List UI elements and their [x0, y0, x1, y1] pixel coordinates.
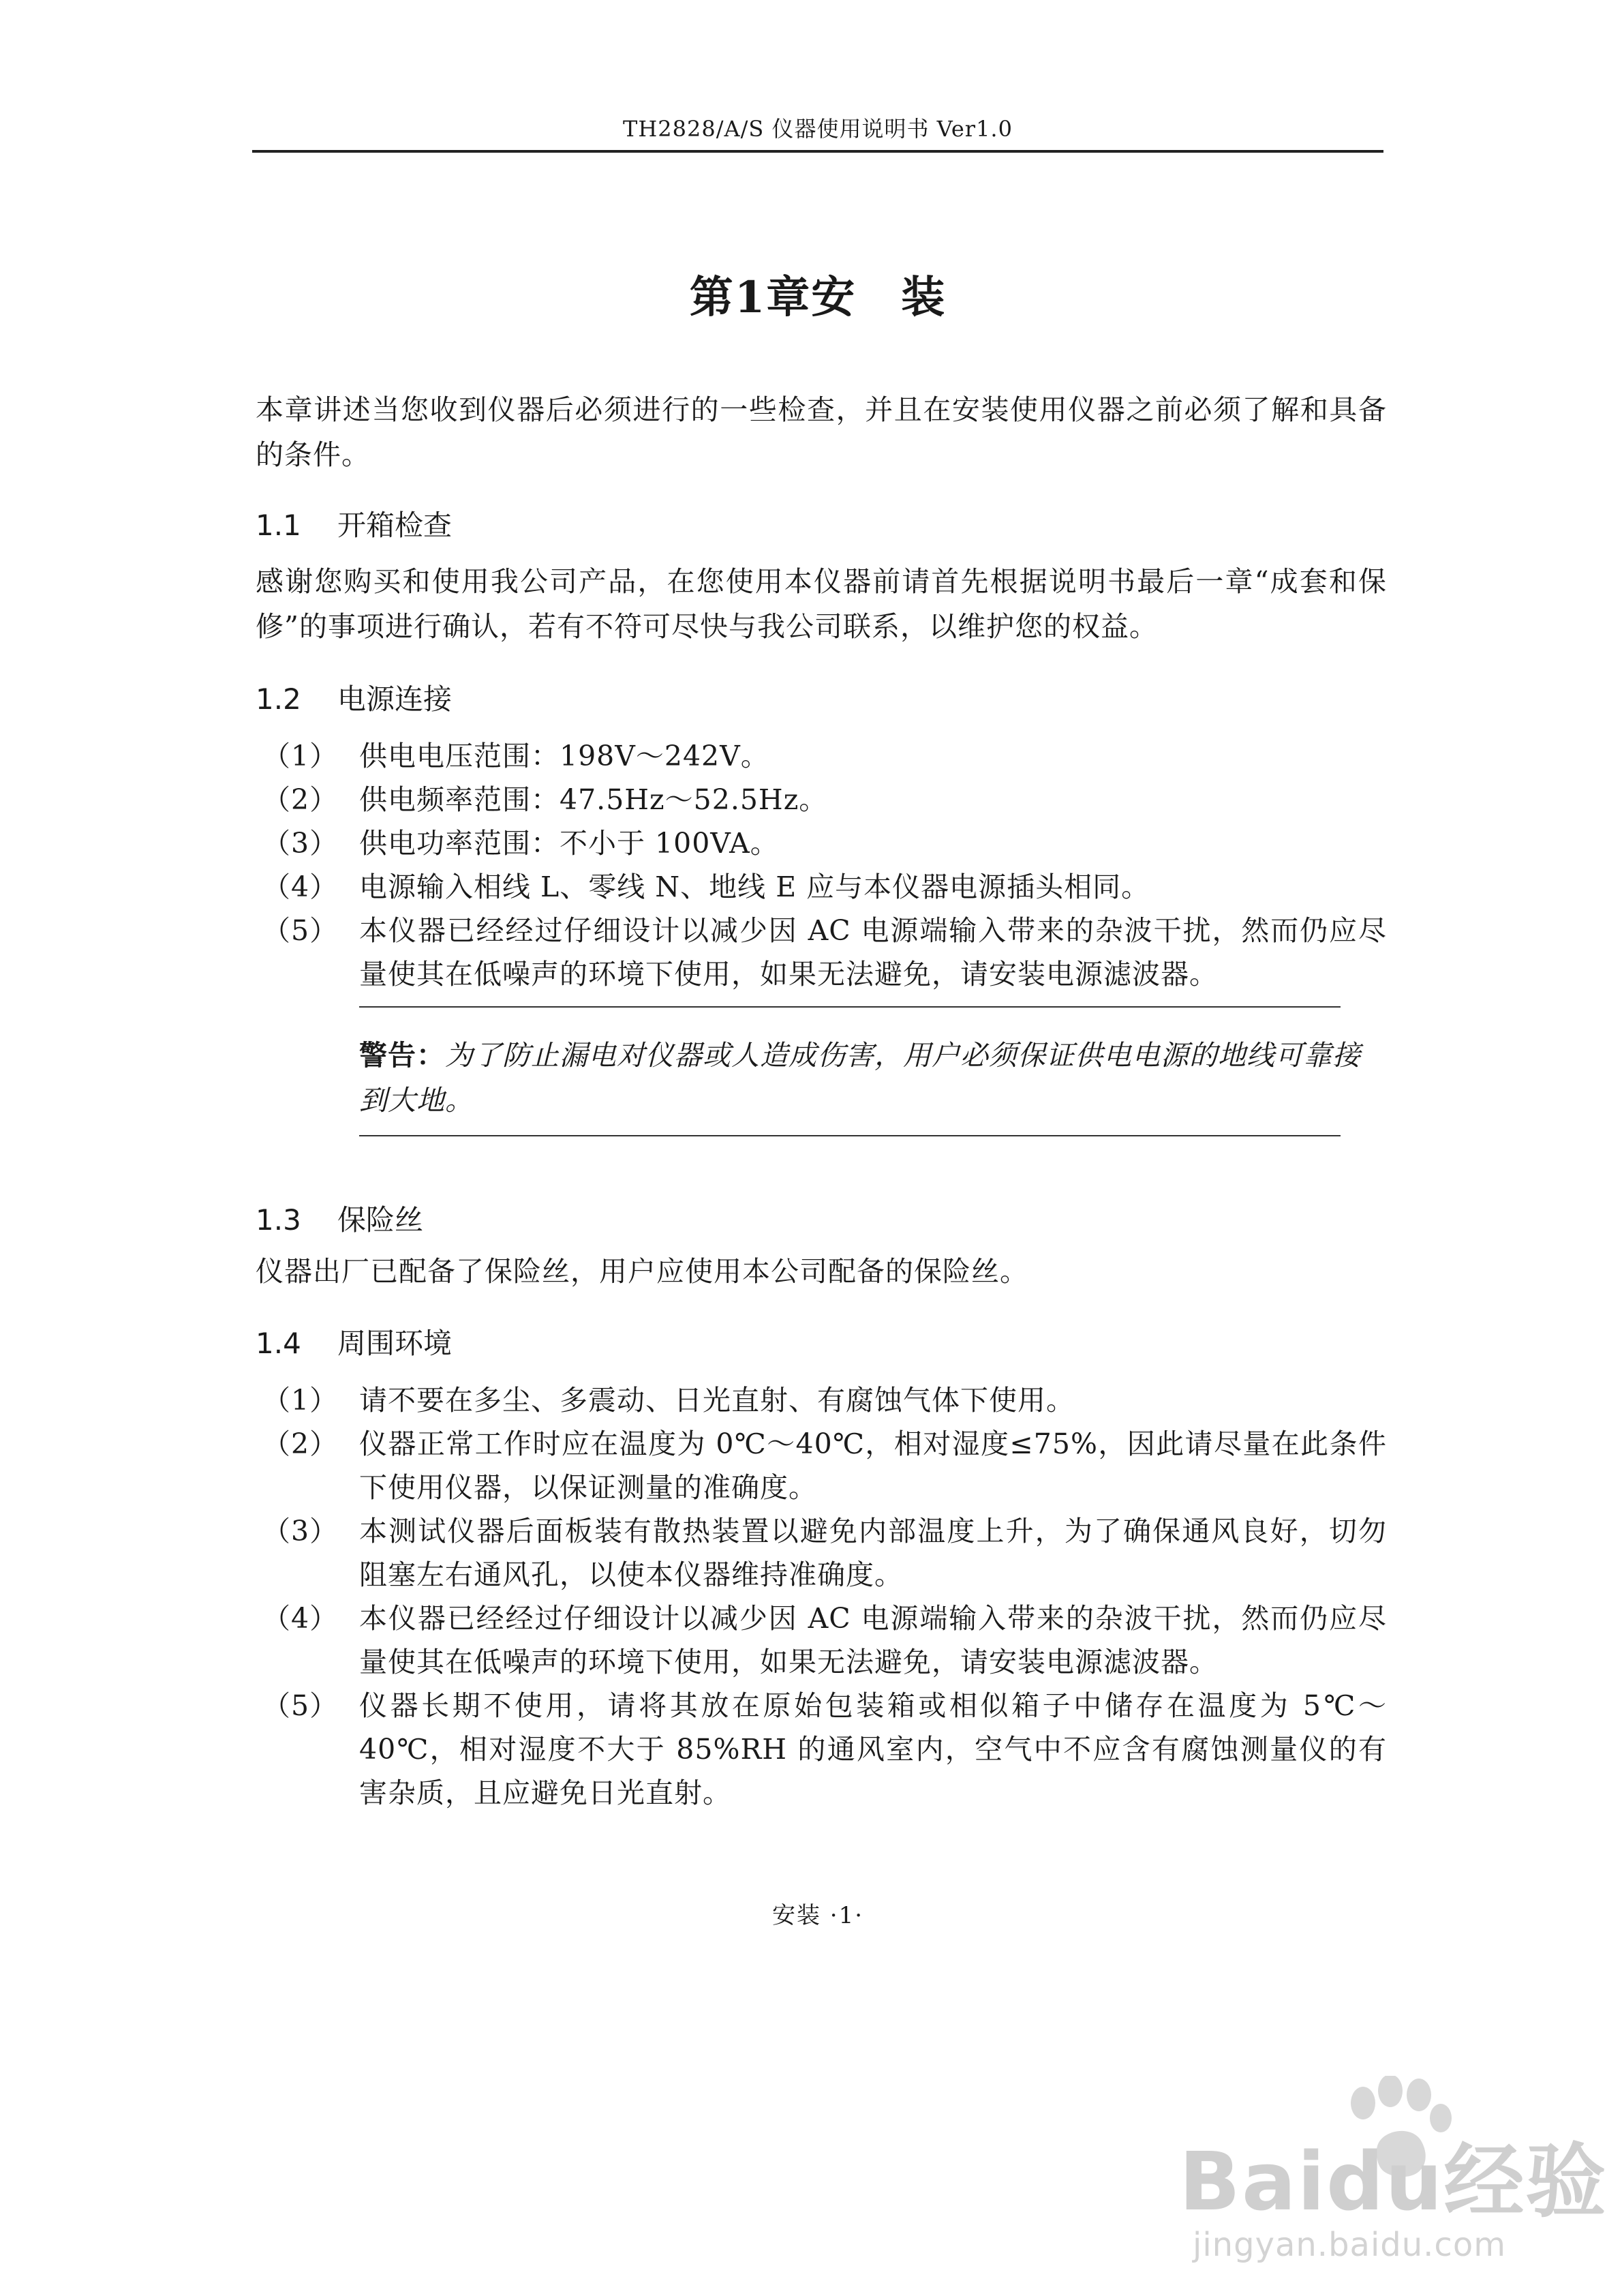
section-number: 1.3: [256, 1203, 301, 1237]
section-1-3-body: 仪器出厂已配备了保险丝，用户应使用本公司配备的保险丝。: [256, 1255, 1028, 1288]
chapter-title: 第1章安 装: [689, 272, 947, 323]
running-header: TH2828/A/S 仪器使用说明书 Ver1.0: [623, 116, 1013, 142]
list-text: 仪器正常工作时应在温度为 0℃～40℃，相对湿度≤75%，因此请尽量在此条件下使用仪器，以保证测量的准确度。: [359, 1428, 1387, 1504]
list-text: 电源输入相线 L、零线 N、地线 E 应与本仪器电源插头相同。: [359, 871, 1150, 903]
list-marker: （1）: [262, 1384, 339, 1417]
list-text: 请不要在多尘、多震动、日光直射、有腐蚀气体下使用。: [359, 1384, 1075, 1417]
list-marker: （5）: [262, 1689, 339, 1722]
section-title: 保险丝: [337, 1203, 424, 1237]
section-heading-1-3: [256, 1198, 423, 1239]
warning-label: 警告：: [359, 1039, 445, 1072]
warning-text: 为了防止漏电对仪器或人造成伤害，用户必须保证供电电源的地线可靠接到大地。: [359, 1039, 1361, 1117]
list-text: 本仪器已经经过仔细设计以减少因 AC 电源端输入带来的杂波干扰，然而仍应尽量使其在低噪声的环境下使用，如果无法避免，请安装电源滤波器。: [359, 1602, 1387, 1678]
watermark-brand: Baidu经验: [1179, 2134, 1608, 2229]
section-number: 1.4: [256, 1327, 301, 1360]
section-1-1-body: 感谢您购买和使用我公司产品，在您使用本仪器前请首先根据说明书最后一章“成套和保修”的事项进行确认，若有不符可尽快与我公司联系，以维护您的权益。: [256, 565, 1387, 643]
list-marker: （4）: [262, 1602, 339, 1635]
list-text: 供电频率范围：47.5Hz～52.5Hz。: [359, 783, 828, 816]
section-title: 开箱检查: [337, 509, 453, 542]
list-text: 供电电压范围：198V～242V。: [359, 740, 769, 772]
page-footer: 安装 ·1·: [771, 1902, 864, 1929]
list-marker: （2）: [262, 1428, 339, 1460]
list-marker: （3）: [262, 1515, 339, 1547]
section-title: 周围环境: [337, 1327, 453, 1360]
list-marker: （4）: [262, 871, 339, 903]
section-number: 1.1: [256, 509, 301, 542]
list-marker: （1）: [262, 740, 339, 772]
header-rule: [252, 150, 1383, 153]
section-heading-1-2: [256, 677, 452, 718]
chapter-intro: 本章讲述当您收到仪器后必须进行的一些检查，并且在安装使用仪器之前必须了解和具备的条件。: [256, 393, 1387, 471]
section-heading-1-1: [256, 503, 452, 544]
warning-top-rule: [359, 1006, 1341, 1008]
list-marker: （3）: [262, 827, 339, 860]
warning-box: [359, 1033, 1385, 1123]
section-title: 电源连接: [337, 682, 453, 716]
list-marker: （5）: [262, 914, 339, 947]
list-text: 本仪器已经经过仔细设计以减少因 AC 电源端输入带来的杂波干扰，然而仍应尽量使其在低噪声的环境下使用，如果无法避免，请安装电源滤波器。: [359, 914, 1387, 991]
warning-bottom-rule: [359, 1135, 1341, 1136]
list-marker: （2）: [262, 783, 339, 816]
section-number: 1.2: [256, 682, 301, 716]
section-heading-1-4: [256, 1321, 452, 1362]
watermark-url: jingyan.baidu.com: [1193, 2226, 1506, 2264]
list-text: 供电功率范围：不小于 100VA。: [359, 827, 779, 860]
baidu-watermark: [1131, 2076, 1608, 2287]
list-text: 本测试仪器后面板装有散热装置以避免内部温度上升，为了确保通风良好，切勿阻塞左右通风孔，以使本仪器维持准确度。: [359, 1515, 1387, 1591]
list-text: 仪器长期不使用，请将其放在原始包装箱或相似箱子中储存在温度为 5℃～40℃，相对湿度不大于 85%RH 的通风室内，空气中不应含有腐蚀测量仪的有害杂质，且应避免日光直射。: [359, 1689, 1387, 1809]
